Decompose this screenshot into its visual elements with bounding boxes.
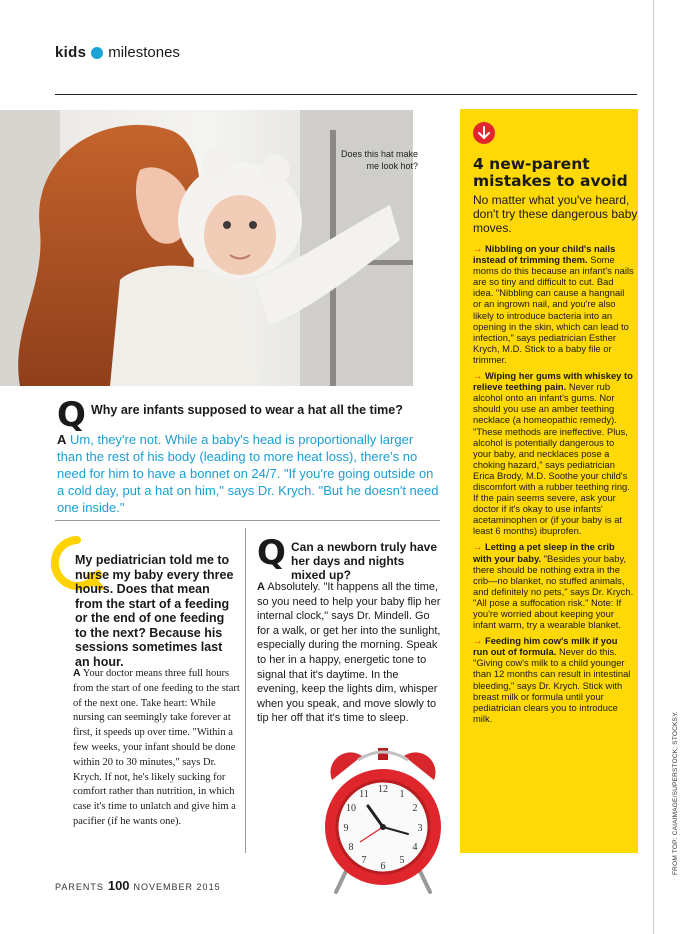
item-head: Wiping her gums with whiskey to relieve teething pain.: [473, 370, 633, 393]
alarm-clock-icon: [318, 742, 448, 902]
svg-text:9: 9: [343, 823, 349, 834]
column-divider: [245, 528, 246, 853]
svg-text:7: 7: [361, 855, 367, 866]
q-letter: Q: [57, 395, 86, 435]
question-hat: Why are infants supposed to wear a hat all the time?: [91, 403, 403, 417]
answer-nursing: [73, 666, 243, 830]
item-head: Feeding him cow's milk if you run out of formula.: [473, 635, 618, 658]
page-footer: [55, 878, 221, 893]
question-nursing: My pediatrician told me to nurse my baby every three hours. Does that mean from the start of a feeding or the end of one feeding to the next? Because his sessions sometimes last an hour.: [75, 553, 234, 669]
svg-text:8: 8: [348, 842, 354, 853]
svg-text:5: 5: [399, 855, 405, 866]
list-item: [473, 541, 635, 630]
svg-text:1: 1: [399, 789, 405, 800]
arrow-down-icon: [473, 122, 495, 144]
item-head: Nibbling on your child's nails instead of trimming them.: [473, 243, 616, 266]
magazine-name: PARENTS: [55, 882, 104, 892]
question-days-nights: Can a newborn truly have her days and nights mixed up?: [291, 540, 438, 582]
page-number: 100: [107, 878, 130, 893]
svg-text:11: 11: [359, 789, 369, 800]
svg-text:2: 2: [412, 803, 418, 814]
header-rule: [55, 94, 637, 95]
arrow-right-icon: →: [473, 370, 483, 382]
list-item: [473, 243, 635, 365]
svg-text:10: 10: [346, 803, 356, 814]
item-body: "Besides your baby, there should be nothing extra in the crib—no blanket, no stuffed animals, and definitely no pets," says Dr. Krych. "All pose a suffocation risk." Note: If you're worried about keeping your infant warm, try a wearable blanket.: [473, 552, 634, 631]
svg-text:12: 12: [378, 784, 388, 795]
subsection-label: milestones: [108, 44, 180, 61]
section-label: kids: [55, 44, 87, 61]
photo-caption: Does this hat make me look hot?: [340, 149, 418, 171]
item-body: Never rub alcohol onto an infant's gums. Nor should you use an amber teething necklace (a homeopathic remedy). "These methods are ineffective. Plus, alcohol is potentially dangerous to your baby, and necklaces pose a choking hazard," says pediatrician Erica Brody, M.D. Soothe your child's discomfort with a rubber teething ring. If the pain seems severe, ask your doctor if it's okay to use infants' acetaminophen or (if your baby is at least 6 months) ibuprofen.: [473, 381, 630, 537]
answer-days-nights-text: Absolutely. "It happens all the time, so you need to help your baby flip her internal clock," says Dr. Mindell. Go for a walk, or get her into the sunlight, especially during the morning. Speak to her in a happy, energetic tone to signal that it's daytime. In the evening, keep the lights dim, whisper when you speak, and move slowly to tip her off that it's time to sleep.: [257, 581, 441, 725]
answer-days-nights: [257, 580, 442, 726]
answer-hat-text: Um, they're not. While a baby's head is proportionally larger than the rest of his body (leading to more heat loss), there's no need for him to have a bonnet on 24/7. "If you're going outside on a cold day, put a hat on him," says Dr. Krych. "But he doesn't need one inside.": [57, 432, 439, 515]
list-item: [473, 370, 635, 536]
answer-hat: [57, 431, 442, 516]
section-header: [55, 44, 180, 61]
sidebar-list: [473, 243, 635, 729]
svg-text:3: 3: [417, 823, 423, 834]
page-edge: [653, 0, 654, 934]
answer-nursing-text: Your doctor means three full hours from the start of one feeding to the start of the next one. Take heart: While nursing can seemingly take forever at first, it speeds up over time. "Within a few weeks, your infant should be done within 20 to 30 minutes," says Dr. Krych. If not, he's likely sucking for comfort rather than nutrition, in which case it's time to unlatch and give him a pacifier (if he wants one).: [73, 668, 240, 827]
sidebar-title: 4 new-parent mistakes to avoid: [473, 155, 628, 190]
svg-text:4: 4: [412, 842, 418, 853]
issue-date: NOVEMBER 2015: [133, 882, 221, 892]
arrow-right-icon: →: [473, 541, 483, 553]
item-head: Letting a pet sleep in the crib with your baby.: [473, 541, 615, 564]
answer-lead: A: [73, 667, 81, 679]
item-body: Some moms do this because an infant's nails are so tiny and difficult to cut. Bad idea. "Nibbling can cause a hangnail or an ingrown nail, and you're also likely to introduce bacteria into an opening in the skin, which can lead to infection," says pediatrician Esther Krych, M.D. Stick to a baby file or trimmer.: [473, 254, 634, 365]
answer-lead: A: [257, 581, 265, 593]
list-item: [473, 635, 635, 724]
divider-rule: [55, 520, 440, 521]
arrow-right-icon: →: [473, 635, 483, 647]
bullet-dot-icon: [91, 47, 103, 59]
answer-lead: A: [57, 432, 67, 447]
arrow-right-icon: →: [473, 243, 483, 254]
svg-text:6: 6: [380, 861, 386, 872]
sidebar-subtitle: No matter what you've heard, don't try these dangerous baby moves.: [473, 193, 638, 235]
q-letter: Q: [257, 533, 286, 573]
item-body: Never do this. "Giving cow's milk to a child younger than 12 months can result in intestinal bleeding," says Dr. Krych. Stick with breast milk or formula until your pediatrician clears you to introduce milk.: [473, 646, 631, 724]
